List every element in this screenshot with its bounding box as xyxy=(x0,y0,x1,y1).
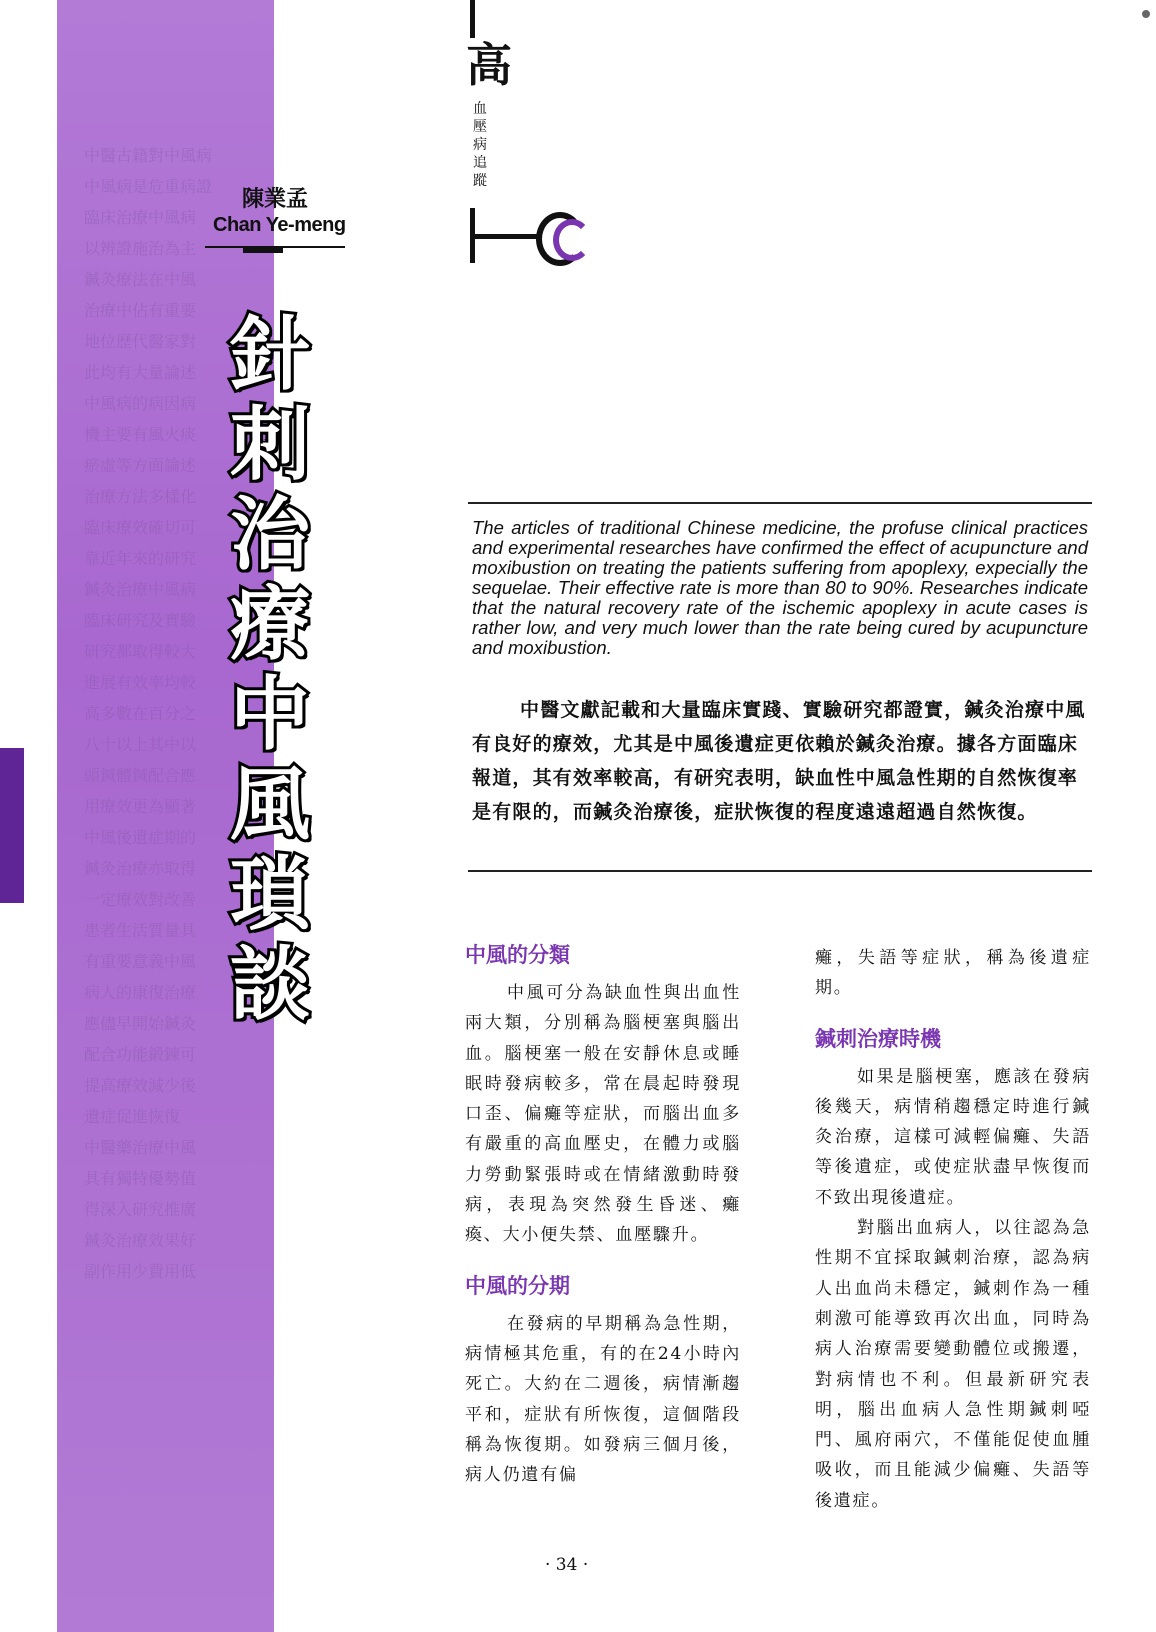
section-text-stages: 在發病的早期稱為急性期，病情極其危重，有的在24小時內死亡。大約在二週後，病情漸趨平和，症狀有所恢復，這個階段稱為恢復期。如發病三個月後，病人仍遺有偏 xyxy=(465,1313,741,1486)
page-edge-tab xyxy=(0,748,24,903)
title-char: 治 xyxy=(230,488,310,581)
title-char: 瑣 xyxy=(230,848,310,941)
section-text-classification: 中風可分為缺血性與出血性兩大類，分別稱為腦梗塞與腦出血。腦梗塞一般在安靜休息或睡眠時發病較多，常在晨起時發現口歪、偏癱等症狀，而腦出血多有嚴重的高血壓史，在體力或腦力勞動緊張時或在情緒激動時發病，表現為突然發生昏迷、癱瘓、大小便失禁、血壓驟升。 xyxy=(465,983,741,1246)
section-text-stages-continued: 癱，失語等症狀，稱為後遺症期。 xyxy=(815,948,1091,999)
author-name-chinese: 陳業孟 xyxy=(242,187,309,212)
section-text-timing-1: 如果是腦梗塞，應該在發病後幾天，病情稍趨穩定時進行鍼灸治療，這樣可減輕偏癱、失語等後遺症，或使症狀盡早恢復而不致出現後遺症。 xyxy=(815,1066,1091,1208)
page-number: · 34 · xyxy=(545,1555,589,1575)
author-underline-bar xyxy=(243,246,283,253)
column-label-text: 血壓病追蹤 xyxy=(473,101,487,189)
hc-logo-h-bar xyxy=(470,234,538,239)
abstract-top-rule xyxy=(468,502,1092,504)
show-through-text: 中醫古籍對中風病 中風病是危重病證 臨床治療中風病 以辨證施治為主 鍼灸療法在中風 治療中佔有重要 地位歷代醫家對 此均有大量論述 中風病的病因病 機主要有風火痰 瘀虛等方面論述 治療方法多樣化 臨床療效確切可 靠近年來的研究 鍼灸治療中風病 臨床研究及實驗 研究都取得較大 進展有效率均較 高多數在百分之 八十以上其中以 頭鍼體鍼配合應 用療效更為顯著 中風後遺症期的 鍼灸治療亦取得 一定療效對改善 患者生活質量具 有重要意義中風 病人的康復治療 應儘早開始鍼灸 配合功能鍛鍊可 提高療效減少後 遺症促進恢復 中醫藥治療中風 具有獨特優勢值 得深入研究推廣 鍼灸治療效果好 副作用少費用低 xyxy=(84,146,213,1281)
author-name-english: Chan Ye-meng xyxy=(213,214,346,236)
section-text-timing-2: 對腦出血病人，以往認為急性期不宜採取鍼刺治療，認為病人出血尚未穩定，鍼刺作為一種刺激可能導致再次出血，同時為病人治療需要變動體位或搬遷，對病情也不利。但最新研究表明，腦出血病人急性期鍼刺啞門、風府兩穴，不僅能促使血腫吸收，而且能減少偏癱、失語等後遺症。 xyxy=(815,1218,1091,1511)
title-char: 風 xyxy=(230,758,310,851)
title-char: 療 xyxy=(230,578,310,671)
title-char: 中 xyxy=(230,668,310,761)
column-label-char: 高 xyxy=(466,38,512,92)
section-heading-stages: 中風的分期 xyxy=(465,1273,570,1298)
column-top-rule xyxy=(470,0,475,38)
section-heading-classification: 中風的分類 xyxy=(465,943,570,967)
hc-logo-c-inner xyxy=(553,219,591,261)
abstract-english: The articles of traditional Chinese medicine, the profuse clinical practices and experimental researches have confirmed the effect of acupuncture and moxibustion on treating the patients suffering from apoplexy, expecially the sequelae. Their effective rate is more than 80 to 90%. Researches indicate that the natural recovery rate of the ischemic apoplexy in acute cases is rather low, and very much lower than the rate being cured by acupuncture and moxibustion. xyxy=(472,517,1088,658)
scan-speck xyxy=(1142,10,1150,18)
section-heading-timing: 鍼刺治療時機 xyxy=(815,1026,941,1051)
title-char: 刺 xyxy=(230,398,310,491)
body-column-right xyxy=(815,943,1091,1516)
article-title xyxy=(220,310,320,1030)
abstract-chinese: 中醫文獻記載和大量臨床實踐、實驗研究都證實，鍼灸治療中風有良好的療效，尤其是中風後遺症更依賴於鍼灸治療。據各方面臨床報道，其有效率較高，有研究表明，缺血性中風急性期的自然恢復率是有限的，而鍼灸治療後，症狀恢復的程度遠遠超過自然恢復。 xyxy=(472,699,1086,823)
body-column-left xyxy=(465,940,741,1490)
abstract-bottom-rule xyxy=(468,870,1092,872)
title-char: 談 xyxy=(230,938,310,1031)
title-char: 針 xyxy=(230,308,310,401)
